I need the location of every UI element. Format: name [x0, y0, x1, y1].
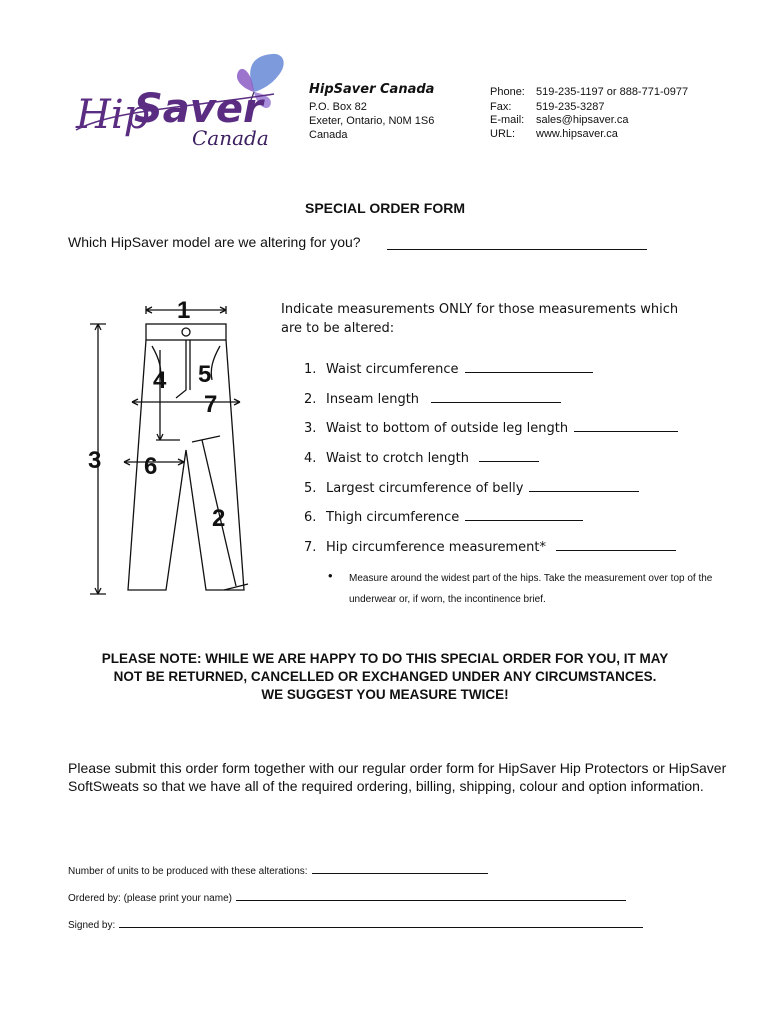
- measurement-item-6: [304, 508, 583, 526]
- units-field[interactable]: [312, 864, 488, 874]
- hipsaver-logo: [74, 50, 294, 150]
- item-label: Waist to bottom of outside leg length: [326, 421, 569, 436]
- item-number: 7.: [304, 540, 317, 555]
- measurement-item-4: [304, 449, 539, 467]
- item-number: 4.: [304, 451, 317, 466]
- company-name: HipSaver Canada: [309, 82, 435, 97]
- logo-text-hip: Hip: [76, 92, 150, 138]
- item-number: 3.: [304, 421, 317, 436]
- signed-by-row: [68, 918, 643, 931]
- measurement-item-2: [304, 390, 561, 408]
- waist-circumference-field[interactable]: [465, 360, 593, 373]
- inseam-length-field[interactable]: [431, 390, 561, 403]
- submit-instructions: Please submit this order form together with our regular order form for HipSaver Hip Protectors or HipSaver SoftSweats so that we have all of the required ordering, billing, shipping, colour and option information.: [68, 760, 727, 794]
- diagram-label-5: 5: [198, 361, 212, 388]
- address-line-3: Canada: [309, 129, 348, 141]
- button-icon: [182, 328, 190, 336]
- address-line-2: Exeter, Ontario, N0M 1S6: [309, 115, 435, 127]
- thigh-circumference-field[interactable]: [465, 508, 583, 521]
- pants-measurement-diagram: [80, 290, 280, 610]
- warning-notice: [30, 650, 740, 704]
- outside-leg-length-field[interactable]: [574, 419, 678, 432]
- item-number: 6.: [304, 510, 317, 525]
- hip-measurement-note: Measure around the widest part of the hips. Take the measurement over top of the underwear or, if worn, the incontinence brief.: [349, 573, 713, 605]
- warning-line-2: NOT BE RETURNED, CANCELLED OR EXCHANGED UNDER ANY CIRCUMSTANCES.: [113, 669, 657, 684]
- email-value[interactable]: sales@hipsaver.ca: [536, 114, 629, 126]
- units-label: Number of units to be produced with these alterations:: [68, 866, 308, 877]
- model-answer-field[interactable]: [387, 249, 647, 250]
- item-label: Largest circumference of belly: [326, 481, 524, 496]
- hip-circumference-field[interactable]: [556, 538, 676, 551]
- item-number: 2.: [304, 392, 317, 407]
- item-number: 5.: [304, 481, 317, 496]
- warning-line-1: PLEASE NOTE: WHILE WE ARE HAPPY TO DO THIS SPECIAL ORDER FOR YOU, IT MAY: [101, 651, 669, 666]
- belly-circumference-field[interactable]: [529, 479, 639, 492]
- logo-text-canada: Canada: [192, 126, 269, 150]
- diagram-label-4: 4: [153, 367, 167, 394]
- model-question: Which HipSaver model are we altering for you?: [68, 234, 361, 250]
- measurement-item-1: [304, 360, 593, 378]
- email-label: E-mail:: [490, 114, 525, 126]
- fax-label: Fax:: [490, 101, 512, 113]
- instructions-intro: Indicate measurements ONLY for those measurements which are to be altered:: [281, 302, 679, 336]
- item-label: Thigh circumference: [326, 510, 460, 525]
- measurement-item-3: [304, 419, 678, 437]
- item-label: Inseam length: [326, 392, 420, 407]
- measurement-item-7: [304, 538, 676, 556]
- phone-label: Phone:: [490, 86, 525, 98]
- diagram-label-1: 1: [177, 297, 191, 324]
- fax-value: 519-235-3287: [536, 101, 605, 113]
- item-label: Waist to crotch length: [326, 451, 469, 466]
- waistband-shape: [146, 324, 226, 340]
- url-label: URL:: [490, 128, 516, 140]
- logo-text-saver: Saver: [134, 86, 263, 132]
- signed-by-label: Signed by:: [68, 920, 116, 931]
- diagram-label-7: 7: [204, 391, 218, 418]
- waist-to-crotch-field[interactable]: [479, 449, 539, 462]
- diagram-label-2: 2: [212, 505, 226, 532]
- item-label: Hip circumference measurement*: [326, 540, 546, 555]
- diagram-label-3: 3: [88, 447, 102, 474]
- bullet-icon: •: [328, 568, 333, 583]
- item-number: 1.: [304, 362, 317, 377]
- ordered-by-field[interactable]: [236, 891, 626, 901]
- item-label: Waist circumference: [326, 362, 459, 377]
- diagram-label-6: 6: [144, 453, 158, 480]
- phone-value: 519-235-1197 or 888-771-0977: [536, 86, 689, 98]
- url-value[interactable]: www.hipsaver.ca: [536, 128, 618, 140]
- ordered-by-label: Ordered by: (please print your name): [68, 893, 232, 904]
- warning-line-3: WE SUGGEST YOU MEASURE TWICE!: [261, 687, 509, 702]
- units-row: [68, 864, 488, 877]
- address-line-1: P.O. Box 82: [309, 101, 367, 113]
- form-title: SPECIAL ORDER FORM: [305, 200, 465, 216]
- signed-by-field[interactable]: [119, 918, 643, 928]
- ordered-by-row: [68, 891, 626, 904]
- measurement-item-5: [304, 479, 639, 497]
